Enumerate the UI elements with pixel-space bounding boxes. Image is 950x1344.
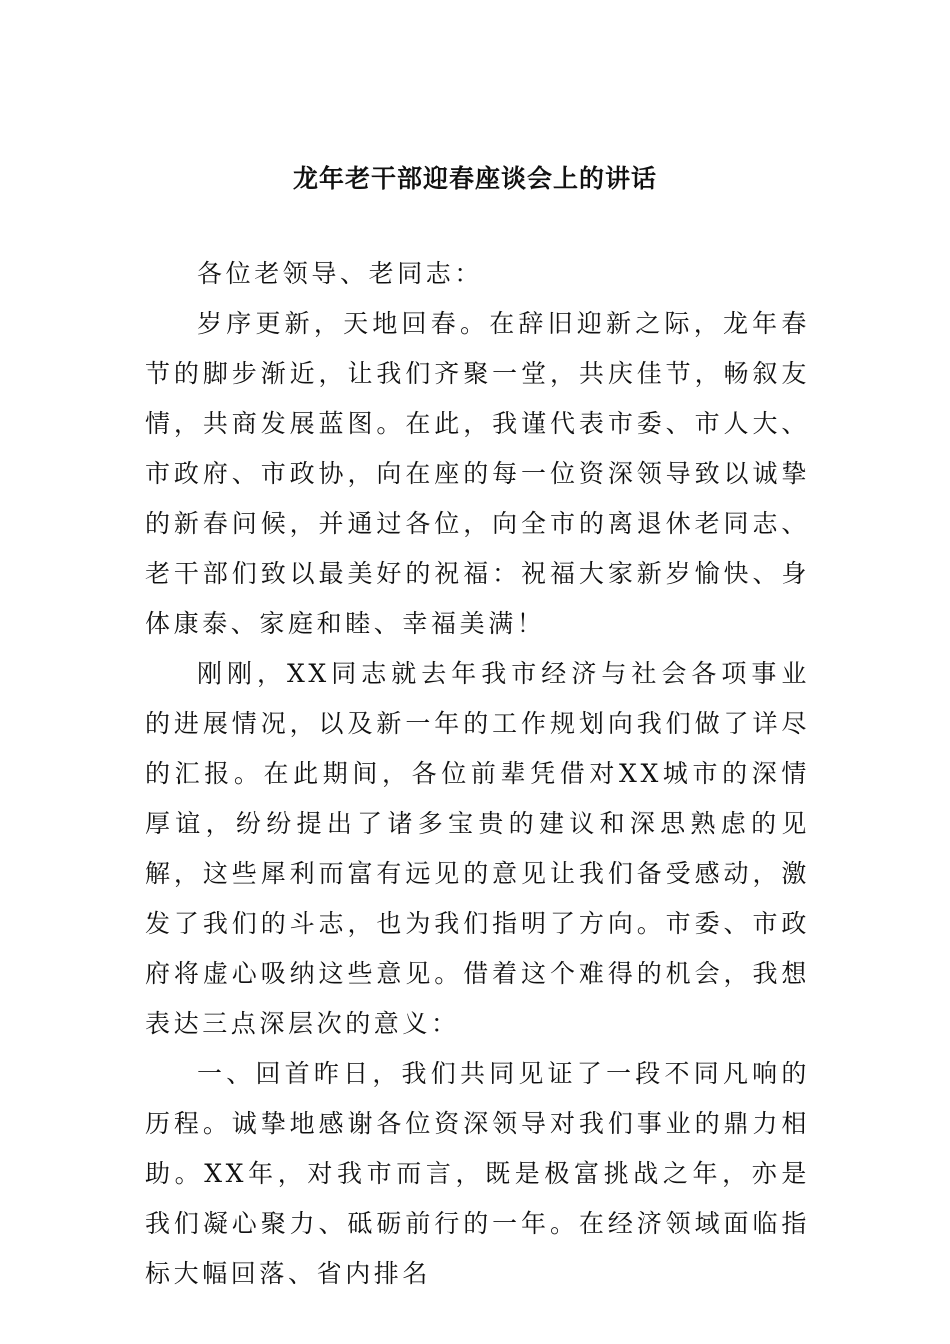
paragraph-report: 刚刚，XX同志就去年我市经济与社会各项事业的进展情况，以及新一年的工作规划向我们做了详尽的汇报。在此期间，各位前辈凭借对XX城市的深情厚谊，纷纷提出了诸多宝贵的建议和深思熟虑的见解，这些犀利而富有远见的意见让我们备受感动，激发了我们的斗志，也为我们指明了方向。市委、市政府将虚心吸纳这些意见。借着这个难得的机会，我想表达三点深层次的意义： [145,659,810,1038]
document-title: 龙年老干部迎春座谈会上的讲话 [292,164,657,193]
paragraph-salutation: 各位老领导、老同志： [197,259,484,288]
paragraph-greeting: 岁序更新，天地回春。在辞旧迎新之际，龙年春节的脚步渐近，让我们齐聚一堂，共庆佳节，畅叙友情，共商发展蓝图。在此，我谨代表市委、市人大、市政府、市政协，向在座的每一位资深领导致以诚挚的新春问候，并通过各位，向全市的离退休老同志、老干部们致以最美好的祝福：祝福大家新岁愉快、身体康泰、家庭和睦、幸福美满！ [145,309,810,638]
document-body [145,249,810,1299]
paragraph-point-one: 一、回首昨日，我们共同见证了一段不同凡响的历程。诚挚地感谢各位资深领导对我们事业的鼎力相助。XX年，对我市而言，既是极富挑战之年，亦是我们凝心聚力、砥砺前行的一年。在经济领域面临指标大幅回落、省内排名 [145,1059,810,1288]
